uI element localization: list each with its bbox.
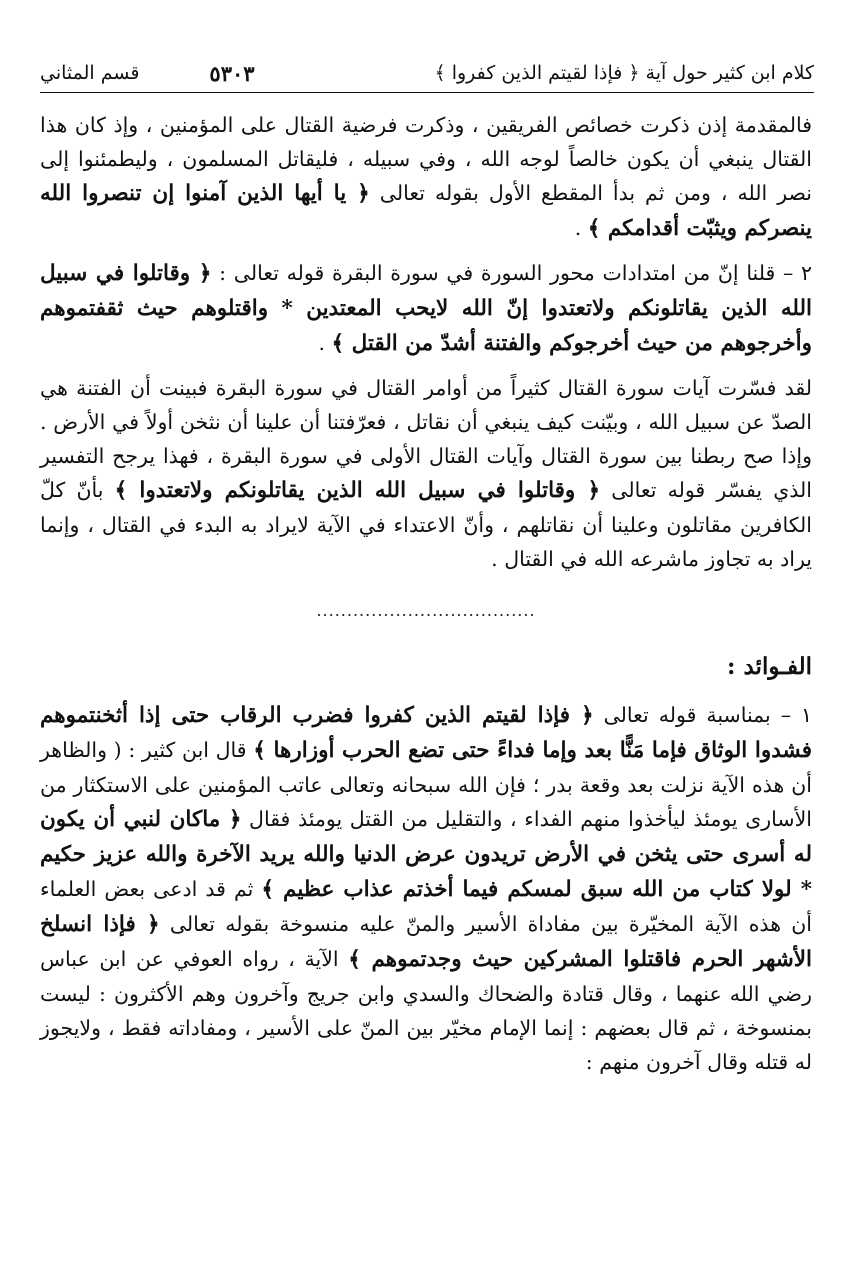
benefit-1-verse-3: ﴿ فإذا انسلخ الأشهر الحرم فاقتلوا المشركين حيث وجدتموهم ﴾ xyxy=(40,912,812,972)
benefit-1-text-1: قال ابن كثير : ( والظاهر أن هذه الآية نزلت بعد وقعة بدر ؛ فإن الله سبحانه وتعالى عاتب المؤمنين على الاستكثار من الأسارى يومئذ ليأخذوا منهم الفداء ، والتقليل من القتل يومئذ فقال xyxy=(40,738,812,831)
page-number: ٥٣٠٣ xyxy=(209,60,255,86)
intro-end: . xyxy=(574,216,582,240)
paragraph-3 xyxy=(40,371,812,576)
point-2-end: . xyxy=(318,331,325,355)
benefit-1-verse-2: ﴿ ماكان لنبي أن يكون له أسرى حتى يثخن في الأرض تريدون عرض الدنيا والله يريد الآخرة والله عزيز حكيم * لولا كتاب من الله سبق لمسكم فيما أخذتم عذاب عظيم ﴾ xyxy=(40,807,812,902)
benefits-heading: الفـوائد : xyxy=(726,653,812,680)
benefit-1-lead: ١ – بمناسبة قوله تعالى xyxy=(603,703,812,727)
benefit-1-paragraph xyxy=(40,698,812,1079)
intro-paragraph xyxy=(40,108,812,246)
benefit-1-text-2: ثم قد ادعى بعض العلماء أن هذه الآية المخيّرة بين مفاداة الأسير والمنّ عليه منسوخة بقوله تعالى xyxy=(40,877,813,936)
paragraph-3-text: لقد فسّرت آيات سورة القتال كثيراً من أوامر القتال في سورة البقرة فبينت أن الفتنة هي الصدّ عن سبيل الله ، وبيّنت كيف ينبغي أن نقاتل ، فعرّفتنا أن علينا أن نثخن أولاً في الأرض . وإذا صح ربطنا بين سورة القتال وآيات القتال الأولى في سورة البقرة ، فهذا يرجح التفسير الذي يفسّر قوله تعالى xyxy=(40,376,813,502)
header-rule xyxy=(40,92,814,93)
paragraph-3-verse: ﴿ وقاتلوا في سبيل الله الذين يقاتلونكم ولاتعتدوا ﴾ xyxy=(114,478,601,503)
header-left-group xyxy=(40,61,255,86)
benefit-1-text-3: الآية ، رواه العوفي عن ابن عباس رضي الله عنهما ، وقال قتادة والضحاك والسدي وابن جريج وآخرون وهم الأكثرون : ليست بمنسوخة ، ثم قال بعضهم : إنما الإمام مخيّر بين المنّ على الأسير ، ومفاداته فقط ، ولايجوز له قتله وقال آخرون منهم : xyxy=(40,947,812,1074)
header-title: كلام ابن كثير حول آية ﴿ فإذا لقيتم الذين كفروا ﴾ xyxy=(434,62,814,84)
benefit-1-verse: ﴿ فإذا لقيتم الذين كفروا فضرب الرقاب حتى إذا أثخنتموهم فشدوا الوثاق فإما مَنًّا بعد وإما فداءً حتى تضع الحرب أوزارها ﴾ xyxy=(40,703,812,763)
point-2-lead: ٢ – قلنا إنّ من امتدادات محور السورة في سورة البقرة قوله تعالى : xyxy=(219,261,812,285)
intro-verse: ﴿ يا أيها الذين آمنوا إن تنصروا الله ينصركم ويثبّت أقدامكم ﴾ xyxy=(40,181,812,241)
running-header xyxy=(40,58,814,88)
section-divider: .................................... xyxy=(316,601,536,620)
intro-text: فالمقدمة إذن ذكرت خصائص الفريقين ، وذكرت فرضية القتال على المؤمنين ، وإذ كان هذا القتال ينبغي أن يكون خالصاً لوجه الله ، وفي سبيله ، فليقاتل المسلمون ، وليطمئنوا إلى نصر الله ، ومن ثم بدأ المقطع الأول بقوله تعالى xyxy=(40,113,812,205)
paragraph-3-end: بأنّ كلّ الكافرين مقاتلون وعلينا أن نقاتلهم ، وأنّ الاعتداء في الآية لايراد به البدء في القتال ، وإنما يراد به تجاوز ماشرعه الله في القتال . xyxy=(40,478,812,571)
body-text xyxy=(40,108,812,1079)
header-section: قسم المثاني xyxy=(40,62,140,84)
point-2-paragraph xyxy=(40,256,812,361)
point-2-verse: ﴿ وقاتلوا في سبيل الله الذين يقاتلونكم ولاتعتدوا إنّ الله لايحب المعتدين * واقتلوهم حيث ثقفتموهم وأخرجوهم من حيث أخرجوكم والفتنة أشدّ من القتل ﴾ xyxy=(40,261,812,356)
